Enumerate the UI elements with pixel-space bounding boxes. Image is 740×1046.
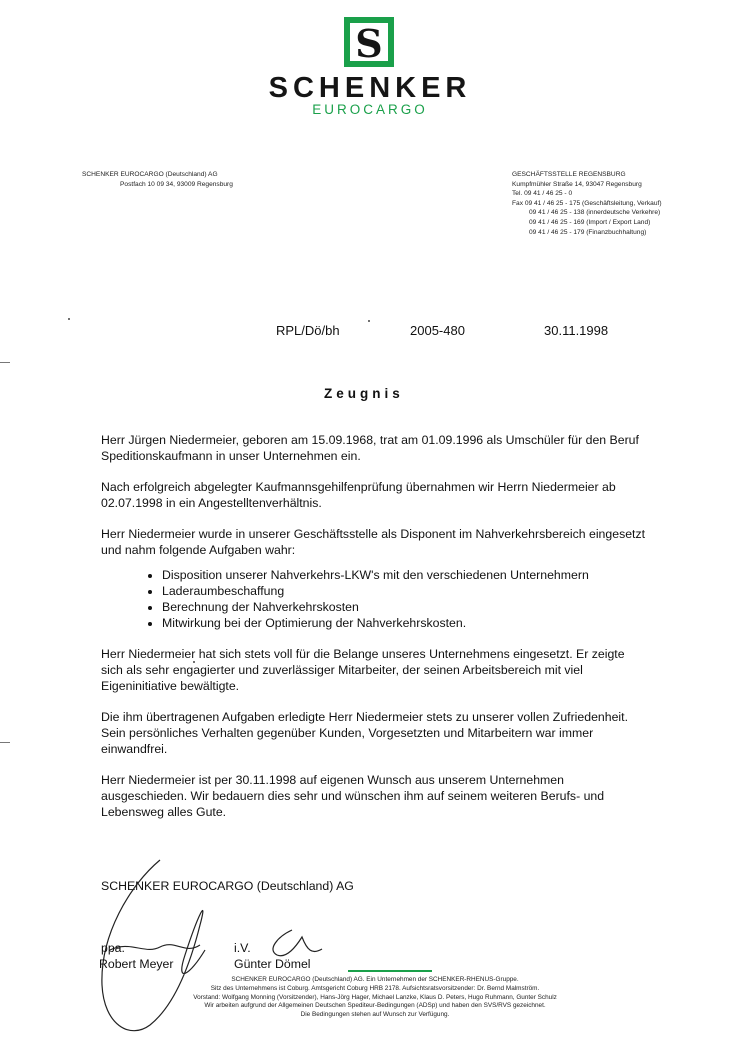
office-address [512, 170, 722, 237]
footer-line: Die Bedingungen stehen auf Wunsch zur Verfügung. [300, 1011, 450, 1019]
footer-line: Wir arbeiten aufgrund der Allgemeinen Deutschen Spediteur-Bedingungen (ADSp) und haben den SVS/RVS gezeichnet. [204, 1002, 546, 1010]
list-item: • Disposition unserer Nahverkehrs-LKW's mit den verschiedenen Unternehmern [162, 567, 646, 583]
svg-text:S: S [355, 21, 383, 66]
paragraph-departure: Herr Niedermeier ist per 30.11.1998 auf eigenen Wunsch aus unserem Unternehmen ausgeschieden. Wir bedauern dies sehr und wünschen ihm auf seinem weiteren Berufs- und Lebensweg alles Gute. [101, 773, 605, 819]
paragraph-engagement: Herr Niedermeier hat sich stets voll für die Belange unseres Unternehmens eingesetzt. Er zeigte sich als sehr engagierter und zuverlässiger Mitarbeiter, der seinen Arbeitsbereich mit viel Eigeninitiative bewältigte. [101, 647, 625, 693]
task-list [101, 567, 646, 631]
document-body [101, 432, 646, 835]
office-street: Kumpfmühler Straße 14, 93047 Regensburg [512, 180, 642, 188]
paragraph-role: Herr Niedermeier wurde in unserer Geschäftsstelle als Disponent im Nahverkehrsbereich eingesetzt und nahm folgende Aufgaben wahr: [101, 527, 646, 557]
scan-dot [68, 318, 70, 320]
brand-name: SCHENKER [268, 72, 472, 104]
footer-line: Vorstand: Wolfgang Monning (Vorsitzender), Hans-Jörg Hager, Michael Lanzke, Klaus D. Peters, Hugo Ruhmann, Gunter Schulz [193, 993, 557, 1001]
reference-date: 30.11.1998 [544, 323, 609, 338]
office-fax-4: 09 41 / 46 25 - 179 (Finanzbuchhaltung) [529, 228, 647, 236]
footer-divider [348, 970, 432, 972]
ppa-label: ppa. [101, 941, 125, 955]
list-item: • Mitwirkung bei der Optimierung der Nahverkehrskosten. [162, 615, 646, 631]
sender-address [82, 170, 282, 189]
sender-postfach: Postfach 10 09 34, 93009 Regensburg [120, 180, 233, 188]
scan-dot [193, 661, 195, 663]
reference-code: RPL/Dö/bh [276, 323, 340, 338]
reference-number: 2005-480 [410, 323, 465, 338]
schenker-logo-icon [344, 17, 394, 67]
scan-dot [368, 320, 370, 322]
legal-footer [140, 976, 610, 1020]
footer-line: Sitz des Unternehmens ist Coburg. Amtsgericht Coburg HRB 2178. Aufsichtsratsvorsitzender: Dr. Bernd Malmström. [210, 984, 540, 992]
paragraph-satisfaction: Die ihm übertragenen Aufgaben erledigte Herr Niedermeier stets zu unserer vollen Zufriedenheit. Sein persönliches Verhalten gegenüber Kunden, Vorgesetzten und Mitarbeitern war immer einwandfrei. [101, 710, 629, 756]
brand-subname: EUROCARGO [312, 102, 428, 117]
signer1-name: Robert Meyer [99, 957, 174, 971]
footer-line: SCHENKER EUROCARGO (Deutschland) AG. Ein Unternehmen der SCHENKER-RHENUS-Gruppe. [231, 976, 519, 983]
list-item: • Berechnung der Nahverkehrskosten [162, 599, 646, 615]
paragraph-employment: Nach erfolgreich abgelegter Kaufmannsgehilfenprüfung übernahmen wir Herrn Niedermeier ab 02.07.1998 in ein Angestelltenverhältnis. [101, 480, 616, 510]
office-title: GESCHÄFTSSTELLE REGENSBURG [512, 171, 626, 178]
office-fax-2: 09 41 / 46 25 - 138 (innerdeutsche Verkehre) [529, 209, 661, 217]
fold-mark [0, 362, 10, 363]
list-item: • Laderaumbeschaffung [162, 583, 646, 599]
paragraph-intro: Herr Jürgen Niedermeier, geboren am 15.09.1968, trat am 01.09.1996 als Umschüler für den Beruf Speditionskaufmann in unser Unternehmen ein. [101, 433, 639, 463]
office-fax-3: 09 41 / 46 25 - 169 (Import / Export Land) [529, 218, 651, 226]
closing-company: SCHENKER EUROCARGO (Deutschland) AG [101, 879, 354, 893]
document-title: Zeugnis [324, 386, 404, 401]
fold-mark [0, 742, 10, 743]
sender-company: SCHENKER EUROCARGO (Deutschland) AG [82, 171, 218, 178]
office-tel: Tel. 09 41 / 46 25 - 0 [512, 190, 573, 198]
office-fax-1: Fax 09 41 / 46 25 - 175 (Geschäftsleitung, Verkauf) [512, 199, 662, 207]
iv-label: i.V. [234, 941, 251, 955]
signer2-name: Günter Dömel [234, 957, 311, 971]
